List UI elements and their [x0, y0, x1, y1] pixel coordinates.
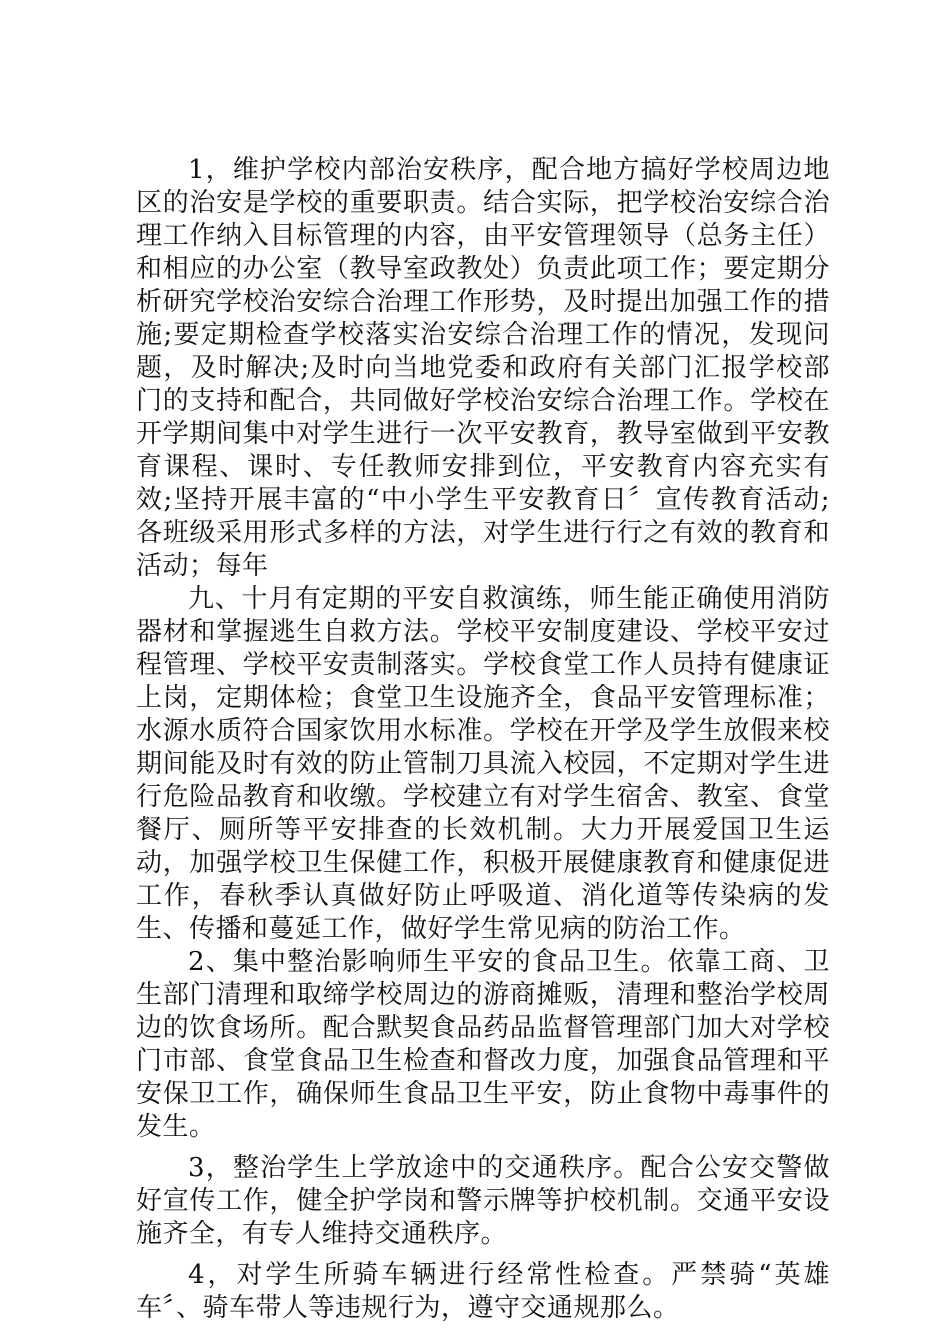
paragraph-food-hygiene: 2、集中整治影响师生平安的食品卫生。依靠工商、卫生部门清理和取缔学校周边的游商摊贩，清理和整治学校周边的饮食场所。配合默契食品药品监督管理部门加大对学校门市部、食堂食品卫生检查和督改力度，加强食品管理和平安保卫工作，确保师生食品卫生平安，防止食物中毒事件的发生。 — [136, 947, 830, 1142]
document-body — [136, 154, 830, 1325]
paragraph-school-security-duty: 1，维护学校内部治安秩序，配合地方搞好学校周边地区的治安是学校的重要职责。结合实际，把学校治安综合治理工作纳入目标管理的内容，由平安管理领导（总务主任）和相应的办公室（教导室政教处）负责此项工作；要定期分析研究学校治安综合治理工作形势，及时提出加强工作的措施;要定期检查学校落实治安综合治理工作的情况，发现问题，及时解决;及时向当地党委和政府有关部门汇报学校部门的支持和配合，共同做好学校治安综合治理工作。学校在开学期间集中对学生进行一次平安教育，教导室做到平安教育课程、课时、专任教师安排到位，平安教育内容充实有效;坚持开展丰富的“中小学生平安教育日〞宣传教育活动;各班级采用形式多样的方法，对学生进行行之有效的教育和活动；每年 — [136, 155, 830, 581]
paragraph-traffic-order: 3，整治学生上学放途中的交通秩序。配合公安交警做好宣传工作，健全护学岗和警示牌等护校机制。交通平安设施齐全，有专人维持交通秩序。 — [136, 1153, 830, 1249]
paragraph-vehicle-inspection: 4，对学生所骑车辆进行经常性检查。严禁骑“英雄车〞、骑车带人等违规行为，遵守交通规那么。 — [136, 1260, 830, 1323]
paragraph-safety-drills-and-health: 九、十月有定期的平安自救演练，师生能正确使用消防器材和掌握逃生自救方法。学校平安制度建设、学校平安过程管理、学校平安责制落实。学校食堂工作人员持有健康证上岗，定期体检；食堂卫生设施齐全，食品平安管理标准；水源水质符合国家饮用水标准。学校在开学及学生放假来校期间能及时有效的防止管制刀具流入校园，不定期对学生进行危险品教育和收缴。学校建立有对学生宿舍、教室、食堂餐厅、厕所等平安排查的长效机制。大力开展爱国卫生运动，加强学校卫生保健工作，积极开展健康教育和健康促进工作，春秋季认真做好防止呼吸道、消化道等传染病的发生、传播和蔓延工作，做好学生常见病的防治工作。 — [136, 584, 830, 944]
